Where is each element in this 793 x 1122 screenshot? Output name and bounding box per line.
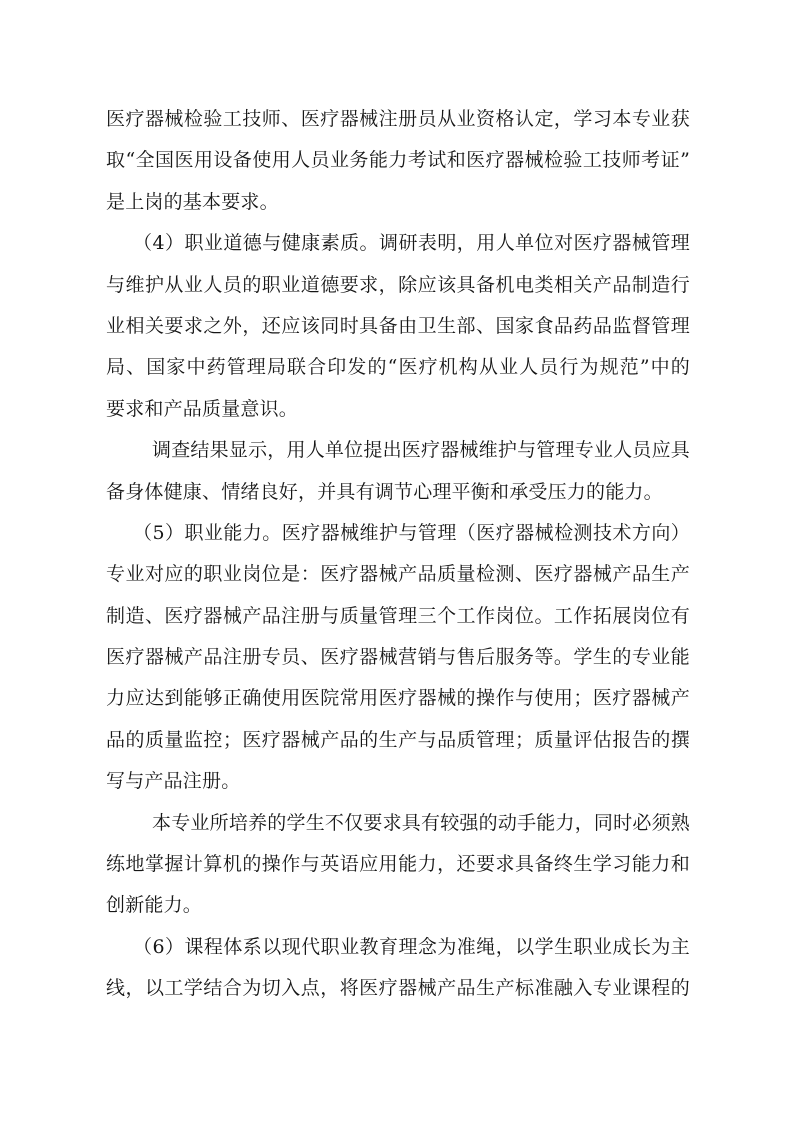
text-line: 力应达到能够正确使用医院常用医疗器械的操作与使用；医疗器械产 — [106, 687, 690, 710]
text-line: 与维护从业人员的职业道德要求，除应该具备机电类相关产品制造行 — [106, 273, 690, 296]
text-line: （6）课程体系以现代职业教育理念为准绳，以学生职业成长为主 — [133, 935, 690, 958]
text-line: 取“全国医用设备使用人员业务能力考试和医疗器械检验工技师考证” — [106, 149, 690, 172]
text-line: 是上岗的基本要求。 — [106, 190, 279, 213]
text-line: 医疗器械检验工技师、医疗器械注册员从业资格认定，学习本专业获 — [106, 108, 690, 130]
text-line: 品的质量监控；医疗器械产品的生产与品质管理；质量评估报告的撰 — [106, 728, 690, 751]
paragraph — [106, 99, 690, 223]
text-line: 线，以工学结合为切入点，将医疗器械产品生产标准融入专业课程的 — [106, 977, 690, 1000]
paragraph — [106, 223, 690, 430]
paragraph — [106, 430, 690, 513]
text-line: 备身体健康、情绪良好，并具有调节心理平衡和承受压力的能力。 — [106, 480, 663, 503]
text-line: （4）职业道德与健康素质。调研表明，用人单位对医疗器械管理 — [133, 232, 690, 255]
text-line: 本专业所培养的学生不仅要求具有较强的动手能力，同时必须熟 — [152, 811, 690, 834]
text-line: 写与产品注册。 — [106, 770, 241, 793]
text-block — [106, 99, 690, 1010]
text-line: 制造、医疗器械产品注册与质量管理三个工作岗位。工作拓展岗位有 — [106, 604, 690, 627]
text-line: 局、国家中药管理局联合印发的“医疗机构从业人员行为规范”中的 — [106, 356, 690, 379]
text-line: （5）职业能力。医疗器械维护与管理（医疗器械检测技术方向） — [133, 521, 690, 544]
paragraph — [106, 803, 690, 927]
paragraph — [106, 513, 690, 803]
text-line: 医疗器械产品注册专员、医疗器械营销与售后服务等。学生的专业能 — [106, 646, 690, 669]
text-line: 业相关要求之外，还应该同时具备由卫生部、国家食品药品监督管理 — [106, 314, 690, 337]
text-line: 要求和产品质量意识。 — [106, 397, 299, 420]
text-line: 创新能力。 — [106, 894, 203, 917]
text-line: 专业对应的职业岗位是：医疗器械产品质量检测、医疗器械产品生产 — [106, 563, 690, 586]
text-line: 练地掌握计算机的操作与英语应用能力，还要求具备终生学习能力和 — [106, 853, 690, 876]
text-line: 调查结果显示，用人单位提出医疗器械维护与管理专业人员应具 — [152, 439, 690, 462]
paragraph — [106, 927, 690, 1010]
